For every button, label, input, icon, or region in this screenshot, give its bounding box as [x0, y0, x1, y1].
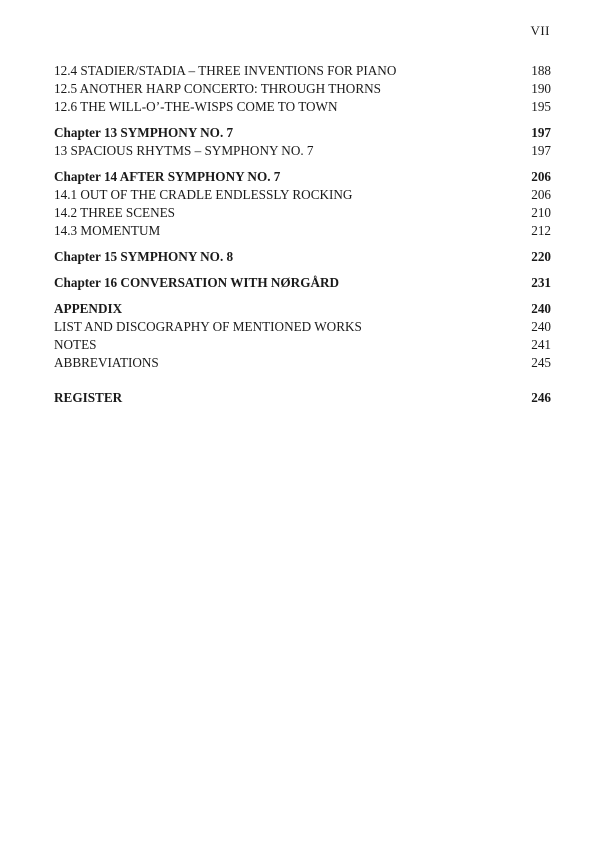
table-of-contents — [54, 62, 551, 407]
toc-entry — [54, 142, 551, 160]
toc-entry — [54, 354, 551, 372]
toc-heading — [54, 274, 551, 292]
toc-entry-page: 210 — [531, 205, 551, 220]
toc-entry-page: 240 — [531, 319, 551, 334]
toc-entry-title: ABBREVIATIONS — [54, 355, 159, 370]
toc-entry-title: 12.4 STADIER/STADIA – THREE INVENTIONS FOR PIANO — [54, 63, 397, 78]
toc-entry-title: 12.5 ANOTHER HARP CONCERTO: THROUGH THORNS — [54, 81, 381, 96]
toc-entry — [54, 336, 551, 354]
toc-entry-title: LIST AND DISCOGRAPHY OF MENTIONED WORKS — [54, 319, 362, 334]
toc-entry-title: 12.6 THE WILL-O’-THE-WISPS COME TO TOWN — [54, 99, 338, 114]
toc-entry-page: 206 — [531, 169, 551, 184]
toc-entry-page: 197 — [531, 125, 551, 140]
toc-entry-page: 188 — [531, 63, 551, 78]
toc-entry-title: 13 SPACIOUS RHYTMS – SYMPHONY NO. 7 — [54, 143, 314, 158]
toc-entry-title: Chapter 16 CONVERSATION WITH NØRGÅRD — [54, 275, 340, 290]
toc-entry — [54, 318, 551, 336]
toc-entry-title: REGISTER — [54, 390, 123, 405]
toc-entry-title: 14.2 THREE SCENES — [54, 205, 176, 220]
toc-entry-page: 231 — [531, 275, 551, 290]
toc-entry-page: 246 — [531, 390, 551, 405]
toc-entry-page: 212 — [531, 223, 551, 238]
toc-entry — [54, 204, 551, 222]
toc-entry — [54, 186, 551, 204]
toc-entry-title: Chapter 14 AFTER SYMPHONY NO. 7 — [54, 169, 281, 184]
toc-heading — [54, 168, 551, 186]
toc-entry-page: 195 — [531, 99, 551, 114]
toc-entry-page: 206 — [531, 187, 551, 202]
toc-entry-page: 245 — [531, 355, 551, 370]
toc-heading — [54, 124, 551, 142]
toc-entry-title: APPENDIX — [54, 301, 123, 316]
toc-heading — [54, 248, 551, 266]
toc-entry-page: 240 — [531, 301, 551, 316]
toc-entry-page: 190 — [531, 81, 551, 96]
toc-entry — [54, 80, 551, 98]
page-number: VII — [530, 23, 550, 38]
toc-entry-title: Chapter 13 SYMPHONY NO. 7 — [54, 125, 234, 140]
toc-entry — [54, 222, 551, 240]
toc-entry-page: 220 — [531, 249, 551, 264]
toc-entry-title: Chapter 15 SYMPHONY NO. 8 — [54, 249, 234, 264]
toc-entry-page: 241 — [531, 337, 551, 352]
toc-entry-title: 14.3 MOMENTUM — [54, 223, 161, 238]
toc-entry — [54, 62, 551, 80]
toc-entry — [54, 98, 551, 116]
toc-heading — [54, 389, 551, 407]
toc-entry-page: 197 — [531, 143, 551, 158]
toc-heading — [54, 300, 551, 318]
toc-entry-title: 14.1 OUT OF THE CRADLE ENDLESSLY ROCKING — [54, 187, 353, 202]
toc-entry-title: NOTES — [54, 337, 97, 352]
